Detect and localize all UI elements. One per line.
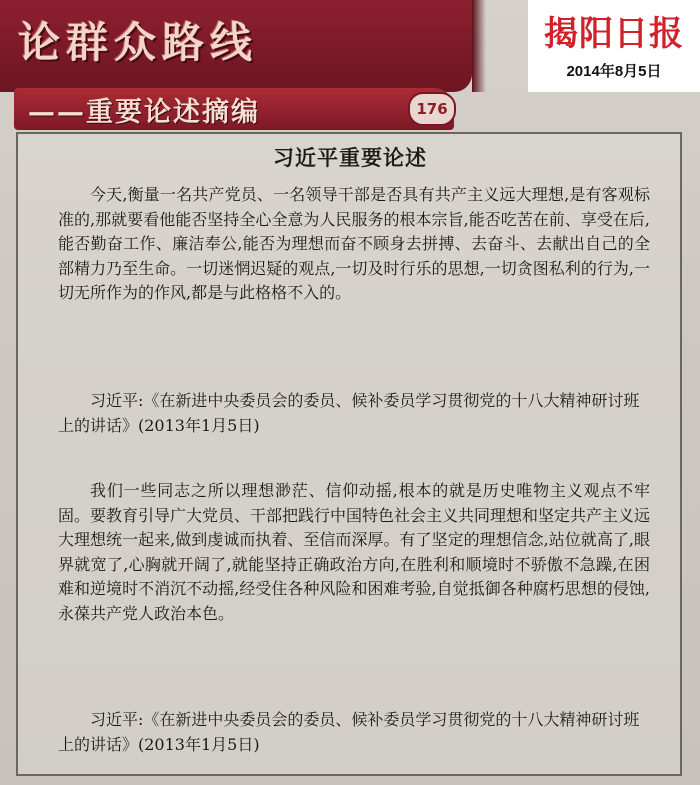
paragraph-1-source: 习近平:《在新进中央委员会的委员、候补委员学习贯彻党的十八大精神研讨班上的讲话》(2013年1月5日)	[58, 391, 640, 435]
series-title: 论群众路线	[18, 18, 259, 67]
paragraph-2-source: 习近平:《在新进中央委员会的委员、候补委员学习贯彻党的十八大精神研讨班上的讲话》(2013年1月5日)	[58, 710, 640, 754]
newspaper-name: 揭阳日报	[544, 14, 684, 54]
article-paragraph-2: 我们一些同志之所以理想渺茫、信仰动摇,根本的就是历史唯物主义观点不牢固。要教育引导广大党员、干部把践行中国特色社会主义共同理想和坚定共产主义远大理想统一起来,做到虔诚而执着、至信而深厚。有了坚定的理想信念,站位就高了,眼界就宽了,心胸就开阔了,就能坚持正确政治方向,在胜利和顺境时不骄傲不急躁,在困难和逆境时不消沉不动摇,经受住各种风险和困难考验,自觉抵御各种腐朽思想的侵蚀,永葆共产党人政治本色。	[58, 481, 651, 623]
series-subtitle: ——重要论述摘编	[28, 97, 260, 128]
article-title: 习近平重要论述	[273, 146, 427, 170]
issue-number-badge: 176	[408, 92, 456, 126]
masthead	[528, 0, 700, 92]
article-paragraph-1: 今天,衡量一名共产党员、一名领导干部是否具有共产主义远大理想,是有客观标准的,那就要看他能否坚持全心全意为人民服务的根本宗旨,能否吃苦在前、享受在后,能否勤奋工作、廉洁奉公,能否为理想而奋不顾身去拼搏、去奋斗、去献出自己的全部精力乃至生命。一切迷惘迟疑的观点,一切及时行乐的思想,一切贪图私利的行为,一切无所作为的作风,都是与此格格不入的。	[58, 185, 650, 302]
publication-date: 2014年8月5日	[566, 63, 662, 80]
